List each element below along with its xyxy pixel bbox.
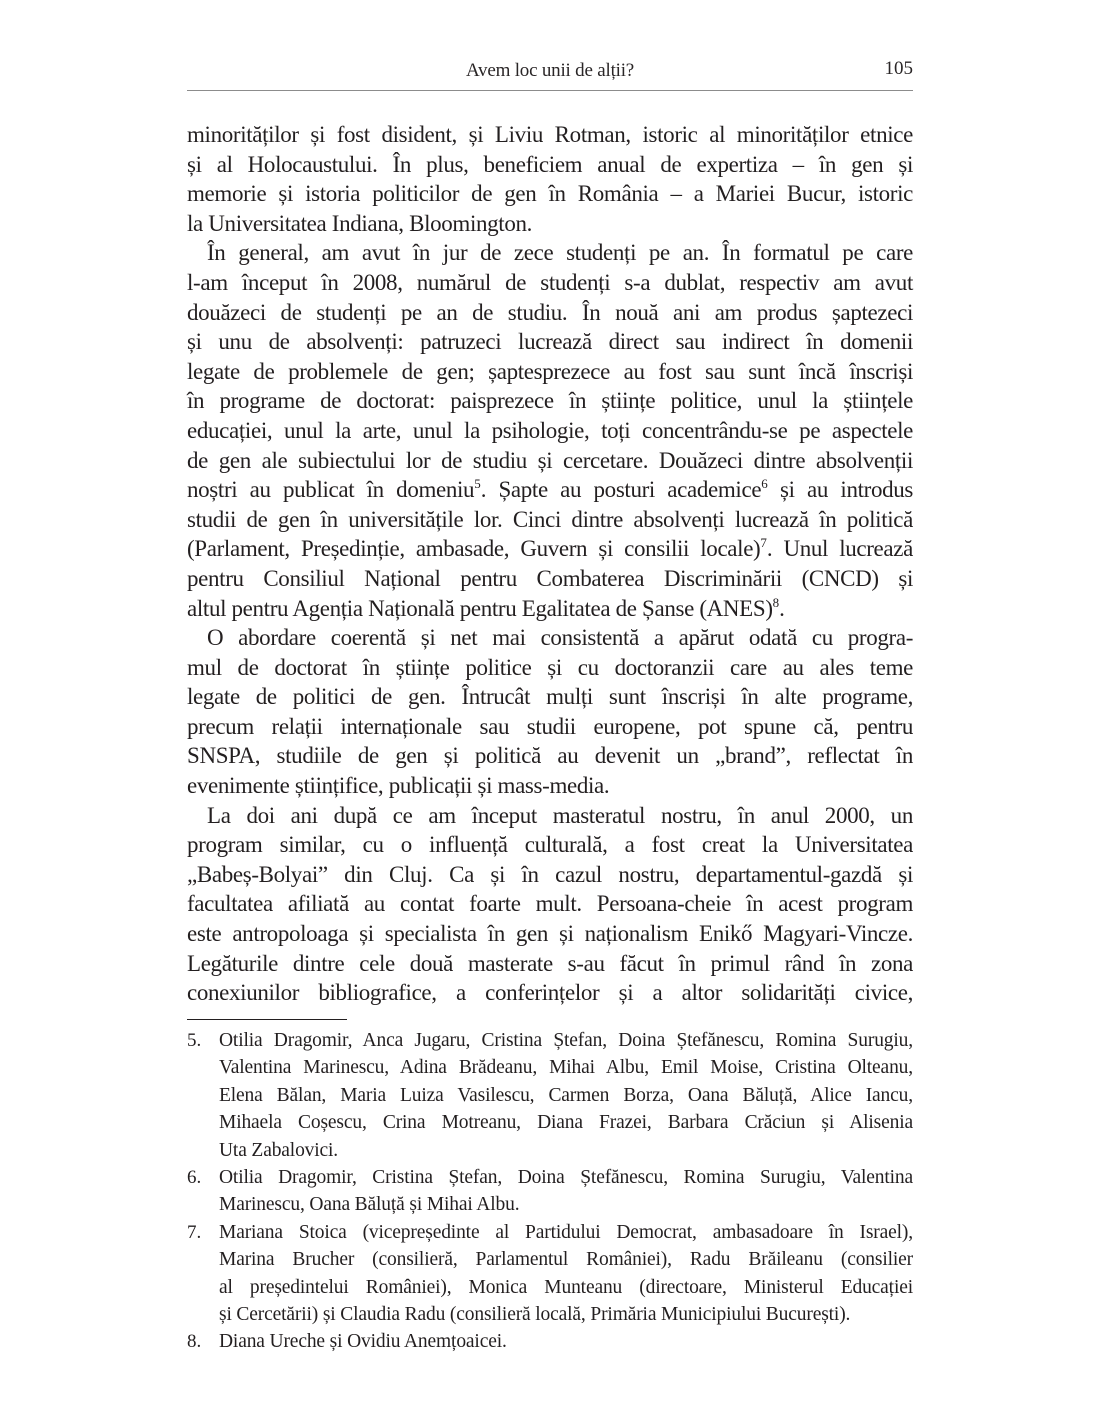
footnote-7 bbox=[187, 1219, 913, 1329]
text-line: conexiunilor bibliografice, a conferințelor și a altor solidarități civice, bbox=[187, 980, 913, 1006]
header-rule bbox=[187, 90, 913, 91]
text-line: evenimente științifice, publicații și mass-media. bbox=[187, 773, 610, 799]
text-line: O abordare coerentă și net mai consistentă a apărut odată cu progra- bbox=[207, 625, 913, 651]
footnote-number: 6. bbox=[187, 1166, 202, 1188]
footnote-ref-5[interactable]: 5 bbox=[474, 476, 481, 492]
footnote-line: Otilia Dragomir, Anca Jugaru, Cristina Ștefan, Doina Ștefănescu, Romina Surugiu, bbox=[219, 1030, 913, 1051]
text-line: (Parlament, Președinție, ambasade, Guvern și consilii locale)$^7$. Unul lucrează bbox=[187, 535, 913, 562]
footnote-5 bbox=[187, 1027, 913, 1164]
paragraph bbox=[187, 801, 913, 1008]
text-line: La doi ani după ce am început masteratul nostru, în anul 2000, un bbox=[207, 802, 913, 828]
text-line: „Babeș-Bolyai” din Cluj. Ca și în cazul nostru, departamentul-gazdă și bbox=[187, 861, 913, 887]
text-line: de gen ale subiectului lor de studiu și cercetare. Douăzeci dintre absolvenții bbox=[187, 447, 913, 473]
text-line: precum relații internaționale sau studii europene, pot spune că, pentru bbox=[187, 713, 913, 739]
text-line: noștri au publicat în domeniu$^5$. Șapte au posturi academice$^6$ și au introdus bbox=[187, 476, 913, 503]
footnote-line: Diana Ureche și Ovidiu Anemțoaicei. bbox=[219, 1331, 507, 1353]
footnote-8 bbox=[187, 1328, 913, 1355]
footnote-line: Marinescu, Oana Băluță și Mihai Albu. bbox=[219, 1194, 520, 1216]
footnote-line: Elena Bălan, Maria Luiza Vasilescu, Carmen Borza, Oana Băluță, Alice Iancu, bbox=[219, 1084, 913, 1106]
footnote-ref-8[interactable]: 8 bbox=[772, 594, 780, 610]
footnote-line: Marina Brucher (consilieră, Parlamentul României), Radu Brăileanu (consilier bbox=[219, 1249, 913, 1271]
footnote-separator bbox=[187, 1019, 347, 1020]
text-line: și unu de absolvenți: patruzeci lucrează direct sau indirect în domenii bbox=[187, 329, 913, 355]
footnote-line: Uta Zabalovici. bbox=[219, 1139, 339, 1161]
running-title: Avem loc unii de alții? bbox=[465, 60, 635, 81]
paragraph bbox=[187, 623, 913, 801]
paragraph bbox=[187, 238, 913, 623]
footnote-line: al președintelui României), Monica Munteanu (directoare, Ministerul Educației bbox=[219, 1276, 913, 1298]
text-line: educației, unul la arte, unul la psihologie, toți concentrându-se pe aspectele bbox=[187, 417, 913, 443]
text-line: este antropoloaga și specialista în gen și naționalism Enikő Magyari-Vincze. bbox=[187, 921, 913, 947]
body-text bbox=[187, 120, 913, 1008]
footnote-line: Otilia Dragomir, Cristina Ștefan, Doina Ștefănescu, Romina Surugiu, Valentina bbox=[219, 1166, 913, 1188]
text-line: la Universitatea Indiana, Bloomington. bbox=[187, 210, 533, 236]
text-line: program similar, cu o influență culturală, a fost creat la Universitatea bbox=[187, 832, 913, 858]
text-line: și al Holocaustului. În plus, beneficiem anual de expertiza – în gen și bbox=[187, 151, 913, 177]
footnotes bbox=[187, 1027, 913, 1356]
text-line: minorităților și fost disident, și Liviu Rotman, istoric al minorităților etnice bbox=[187, 122, 913, 147]
text-line: l-am început în 2008, numărul de studenți s-a dublat, respectiv am avut bbox=[187, 269, 913, 295]
footnote-6 bbox=[187, 1164, 913, 1219]
text-line: mul de doctorat în științe politice și cu doctoranzii care au ales teme bbox=[187, 654, 913, 680]
text-line: Legăturile dintre cele două masterate s-au făcut în primul rând în zona bbox=[187, 950, 913, 976]
text-line: În general, am avut în jur de zece studenți pe an. În formatul pe care bbox=[207, 240, 913, 266]
footnote-number: 7. bbox=[187, 1221, 202, 1243]
text-line: studii de gen în universitățile lor. Cinci dintre absolvenți lucrează în politică bbox=[187, 506, 913, 532]
text-line: facultatea afiliată au contat foarte mult. Persoana-cheie în acest program bbox=[187, 891, 913, 917]
text-line: douăzeci de studenți pe an de studiu. În nouă ani am produs șaptezeci bbox=[187, 299, 913, 325]
footnote-line: Valentina Marinescu, Adina Brădeanu, Mihai Albu, Emil Moise, Cristina Olteanu, bbox=[219, 1057, 913, 1079]
footnote-line: Mihaela Coșescu, Crina Motreanu, Diana Frazei, Barbara Crăciun și Alisenia bbox=[219, 1112, 913, 1134]
text-line: legate de politici de gen. Întrucât mulți sunt înscriși în alte programe, bbox=[187, 684, 913, 710]
footnote-line: Mariana Stoica (vicepreședinte al Partidului Democrat, ambasadoare în Israel), bbox=[219, 1221, 913, 1243]
text-line: în programe de doctorat: paisprezece în științe politice, unul la științele bbox=[187, 388, 913, 414]
text-line: legate de problemele de gen; șaptesprezece au fost sau sunt încă înscriși bbox=[187, 358, 913, 384]
footnote-ref-7[interactable]: 7 bbox=[760, 535, 767, 551]
text-line: pentru Consiliul Național pentru Combaterea Discriminării (CNCD) și bbox=[187, 565, 913, 591]
page-number: 105 bbox=[884, 58, 913, 79]
paragraph bbox=[187, 120, 913, 238]
footnote-number: 8. bbox=[187, 1331, 202, 1353]
running-head bbox=[187, 58, 913, 84]
text-line: SNSPA, studiile de gen și politică au devenit un „brand”, reflectat în bbox=[187, 743, 913, 769]
footnote-number: 5. bbox=[187, 1030, 202, 1051]
text-line: memorie și istoria politicilor de gen în România – a Mariei Bucur, istoric bbox=[187, 181, 913, 207]
footnote-ref-6[interactable]: 6 bbox=[761, 476, 768, 492]
footnote-line: și Cercetării) și Claudia Radu (consilieră locală, Primăria Municipiului București). bbox=[219, 1303, 851, 1325]
text-line: altul pentru Agenția Națională pentru Egalitatea de Șanse (ANES)$^8$. bbox=[187, 594, 785, 621]
